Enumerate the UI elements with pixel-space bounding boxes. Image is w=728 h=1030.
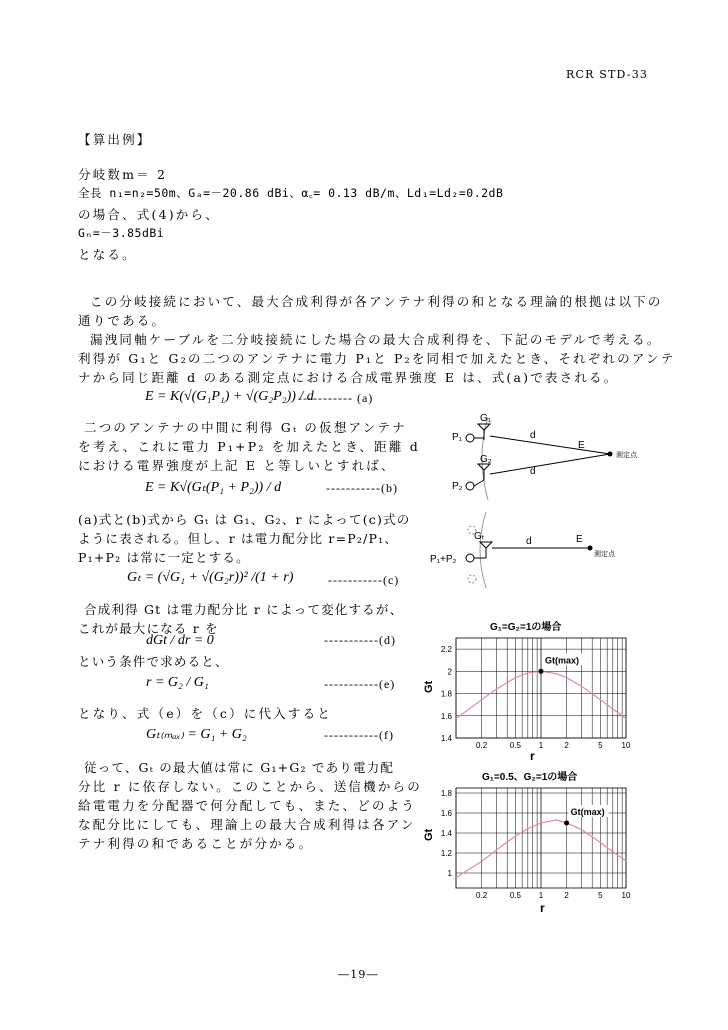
page-number: ―19― <box>338 968 379 981</box>
antenna-g2-icon <box>478 464 490 480</box>
y-tick-label: 1.8 <box>440 689 452 699</box>
body-line: 通りである。 <box>78 313 167 328</box>
y-tick-label: 1.2 <box>440 849 452 858</box>
body-line: 給電電力を分配器で何分配しても、また、どのよう <box>78 798 417 813</box>
body-line: を考え、これに電力 P₁+P₂ を加えたとき、距離 d <box>78 439 420 454</box>
label-g2: G₂ <box>480 454 492 465</box>
example-line-1: 分岐数m＝ 2 <box>78 167 168 182</box>
body-line: 漏洩同軸ケーブルを二分岐接続にした場合の最大合成利得を、下記のモデルで考える。 <box>90 332 662 347</box>
ghost-source-bottom-icon <box>468 575 476 583</box>
label-gt: Gₜ <box>474 531 485 542</box>
y-tick-label: 2 <box>447 667 452 677</box>
example-line-3: の場合、式(4)から、 <box>78 207 220 222</box>
label-p1: P₁ <box>452 432 463 443</box>
virtual-antenna-diagram <box>428 510 648 590</box>
label-g1: G₁ <box>480 413 492 424</box>
source-p1-icon <box>466 434 474 442</box>
equation-d-tag: -----------(d) <box>324 633 396 647</box>
chart-title: G₁=0.5、G₂=1の場合 <box>482 772 578 783</box>
y-axis-label: Gt <box>423 828 435 841</box>
distance-line-1 <box>490 436 610 454</box>
label-d: d <box>526 536 532 547</box>
equation-b: E = K√(Gₜ(P₁ + P₂)) / d <box>145 480 282 495</box>
chart-gt-equal-gains <box>420 618 640 766</box>
example-line-4: Gₙ=－3.85dBi <box>78 226 165 240</box>
body-line: ように表される。但し、r は電力配分比 r=P₂/P₁、 <box>78 531 399 546</box>
x-tick-label: 0.2 <box>476 741 488 750</box>
x-tick-label: 10 <box>621 891 631 900</box>
equation-c: Gₜ = (√G₁ + √(G₂r))² /(1 + r) <box>127 570 294 585</box>
y-tick-label: 1.6 <box>440 809 452 818</box>
body-line: P₁+P₂ は常に一定とする。 <box>78 550 250 565</box>
plot-area <box>441 638 631 750</box>
body-line: における電界強度が上記 E と等しいとすれば、 <box>78 458 396 473</box>
x-axis-label: r <box>540 901 545 915</box>
body-line: ナから同じ距離 d のある測定点における合成電界強度 E は、式(a)で表される。 <box>78 370 619 385</box>
equation-e: r = G₂ / G₁ <box>146 675 209 690</box>
label-measurement-point: 測定点 <box>594 551 615 558</box>
x-tick-label: 0.5 <box>509 741 521 750</box>
x-tick-label: 2 <box>564 891 569 900</box>
distance-line-2 <box>490 454 610 474</box>
equation-d: dGt / dr = 0 <box>146 633 214 648</box>
chart-gt-unequal-gains <box>420 768 640 916</box>
annotation-label: Gt(max) <box>570 807 605 817</box>
body-line: 従って、Gₜ の最大値は常に G₁+G₂ であり電力配 <box>84 760 395 775</box>
equation-a: E = K(√(G₁P₁) + √(G₂P₂)) / d <box>145 389 314 404</box>
body-line: この分岐接続において、最大合成利得が各アンテナ利得の和となる理論的根拠は以下の <box>90 294 663 309</box>
label-d-bottom: d <box>530 466 536 477</box>
equation-c-tag: -----------(c) <box>328 573 400 587</box>
two-antenna-diagram <box>448 412 648 502</box>
annotation-label: Gt(max) <box>545 655 580 666</box>
label-e: E <box>578 440 585 451</box>
section-title: 【算出例】 <box>78 132 152 147</box>
body-line: 合成利得 Gt は電力配分比 r によって変化するが、 <box>84 602 404 617</box>
body-line: 二つのアンテナの中間に利得 Gₜ の仮想アンテナ <box>84 420 407 435</box>
equation-e-tag: -----------(e) <box>324 677 396 691</box>
y-tick-label: 1.4 <box>440 734 452 743</box>
body-line: となり、式（e）を（c）に代入すると <box>78 706 332 721</box>
example-line-2: 全長 n₁=n₂=50m、Gₐ=－20.86 dBi、α꜀= 0.13 dB/m、Ld₁=Ld₂=0.2dB <box>78 186 504 200</box>
label-p1p2: P₁+P₂ <box>430 554 457 565</box>
body-line: という条件で求めると、 <box>78 654 229 669</box>
equation-f: Gₜ₍ₘₐₓ₎ = G₁ + G₂ <box>146 727 247 742</box>
x-tick-label: 5 <box>598 741 603 750</box>
x-tick-label: 10 <box>621 741 631 750</box>
measurement-point-icon <box>588 546 593 551</box>
source-p2-icon <box>466 482 474 490</box>
label-e: E <box>576 534 583 545</box>
label-d-top: d <box>530 430 536 441</box>
body-line: テナ利得の和であることが分かる。 <box>78 836 314 851</box>
x-tick-label: 0.5 <box>509 891 521 900</box>
document-id: RCR STD-33 <box>566 68 649 81</box>
equation-f-tag: -----------(f) <box>324 728 394 742</box>
example-line-5: となる。 <box>78 247 137 262</box>
body-line: な配分比にしても、理論上の最大合成利得は各アン <box>78 817 416 832</box>
body-line: 利得が G₁と G₂の二つのアンテナに電力 P₁と P₂を同相で加えたとき、それぞれのアンテ <box>78 351 676 366</box>
x-axis-label: r <box>530 749 535 763</box>
y-tick-label: 1.6 <box>440 711 452 721</box>
body-line: これが最大になる r を <box>78 621 219 636</box>
cable-curve <box>480 512 486 588</box>
equation-b-tag: -----------(b) <box>326 481 398 495</box>
body-line: 分比 r に依存しない。このことから、送信機からの <box>78 779 422 794</box>
y-tick-label: 1.8 <box>440 789 452 798</box>
y-axis-label: Gt <box>423 680 435 693</box>
max-point-marker <box>539 669 544 674</box>
label-measurement-point: 測定点 <box>616 452 637 459</box>
y-tick-label: 1.4 <box>440 829 452 838</box>
x-tick-label: 1 <box>538 891 544 900</box>
body-line: (a)式と(b)式から Gₜ は G₁、G₂、r によって(c)式の <box>78 512 411 527</box>
y-tick-label: 2.2 <box>440 645 452 655</box>
x-tick-label: 2 <box>564 741 569 750</box>
x-tick-label: 5 <box>598 891 603 900</box>
measurement-point-icon <box>608 452 613 457</box>
x-tick-label: 1 <box>538 741 544 750</box>
plot-area <box>441 788 631 900</box>
x-tick-label: 0.2 <box>476 891 488 900</box>
chart-title: G₁=G₂=1の場合 <box>490 622 562 633</box>
antenna-gt-icon <box>480 542 492 558</box>
label-p2: P₂ <box>452 481 463 492</box>
source-p1p2-icon <box>466 554 474 562</box>
equation-a-tag: ----------- (a) <box>298 391 374 405</box>
max-point-marker <box>564 821 569 826</box>
y-tick-label: 1 <box>447 869 452 878</box>
